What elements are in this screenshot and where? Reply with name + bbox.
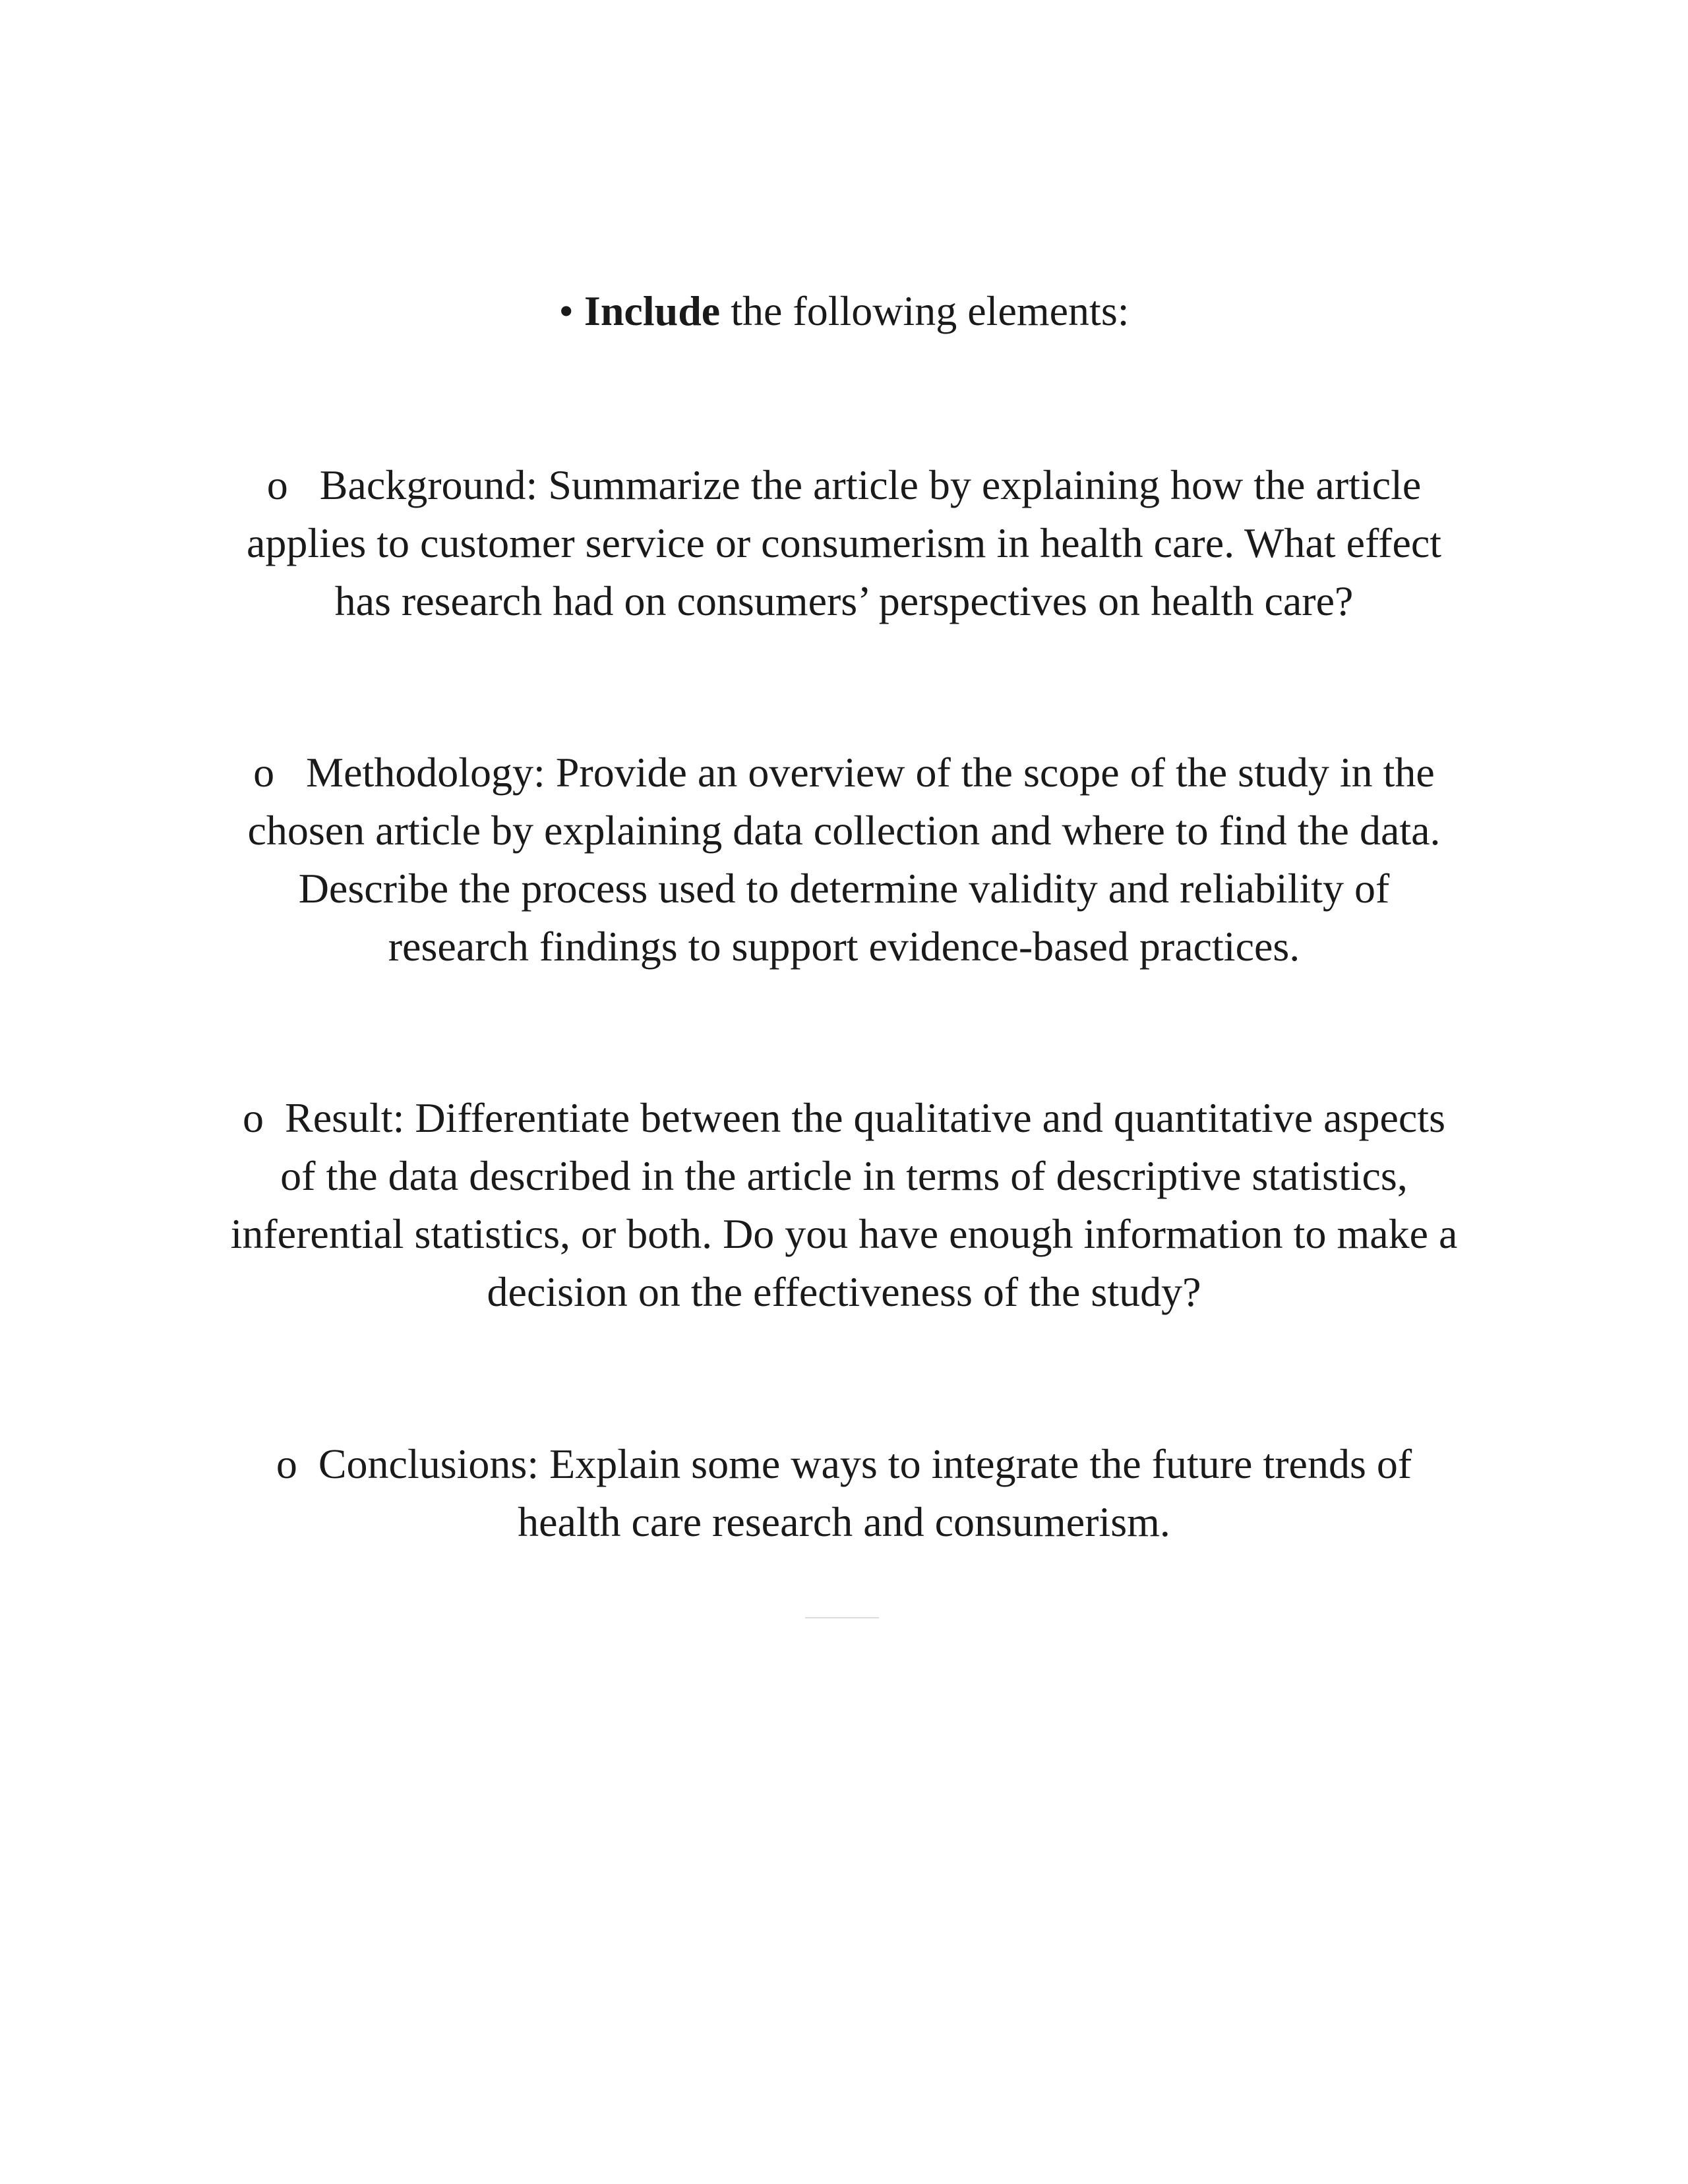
item-line: applies to customer service or consumerism in health care. What effect [246, 519, 1442, 566]
item-marker: o [253, 749, 275, 796]
item-text: Background: Summarize the article by explaining how the article [319, 461, 1422, 508]
item-marker: o [266, 461, 288, 508]
heading-bold-word: Include [584, 287, 721, 334]
item-line [0, 456, 1688, 514]
item-text: Conclusions: Explain some ways to integrate the future trends of [318, 1440, 1412, 1487]
item-line [0, 1435, 1688, 1493]
instruction-heading [0, 282, 1688, 340]
item-marker: o [243, 1094, 264, 1141]
result-item [0, 1089, 1688, 1321]
item-line: research findings to support evidence-based practices. [388, 923, 1300, 970]
methodology-item [0, 744, 1688, 976]
item-line [0, 744, 1688, 802]
item-line: of the data described in the article in terms of descriptive statistics, [280, 1152, 1408, 1199]
item-marker: o [276, 1440, 297, 1487]
background-item [0, 456, 1688, 630]
item-line: health care research and consumerism. [518, 1498, 1170, 1545]
conclusions-item [0, 1435, 1688, 1551]
item-line: chosen article by explaining data collection and where to find the data. [247, 807, 1441, 854]
item-line: Describe the process used to determine validity and reliability of [298, 865, 1390, 912]
item-line: decision on the effectiveness of the study? [487, 1268, 1201, 1315]
heading-text: the following elements: [731, 287, 1130, 334]
item-line [0, 1089, 1688, 1147]
item-line: has research had on consumers’ perspectives on health care? [334, 577, 1354, 624]
bullet-marker: • [558, 287, 574, 334]
item-line: inferential statistics, or both. Do you have enough information to make a [230, 1210, 1458, 1257]
divider-line [805, 1617, 879, 1618]
item-text: Methodology: Provide an overview of the scope of the study in the [306, 749, 1435, 796]
item-text: Result: Differentiate between the qualitative and quantitative aspects [285, 1094, 1445, 1141]
